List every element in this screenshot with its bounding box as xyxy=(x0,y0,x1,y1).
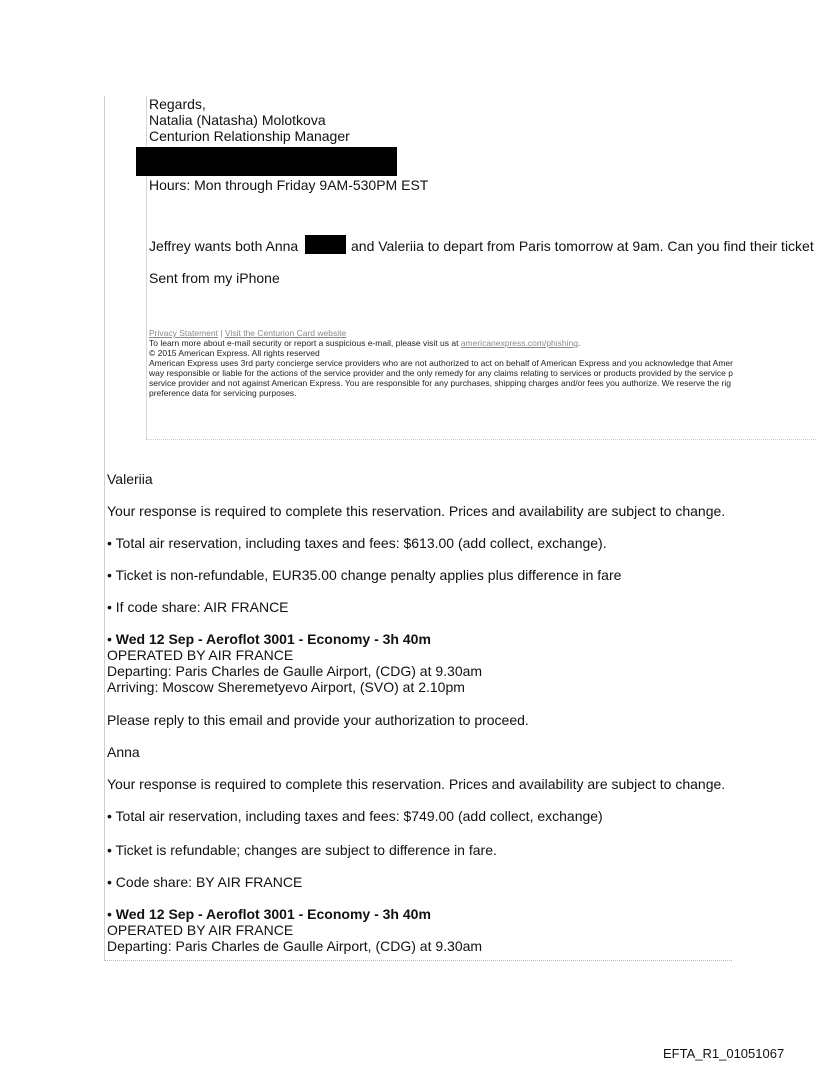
footer-copyright: © 2015 American Express. All rights reserved xyxy=(149,348,320,358)
signature-hours: Hours: Mon through Friday 9AM-530PM EST xyxy=(149,177,429,193)
footer-disclaimer-line-3: service provider and not against American Express. You are responsible for any purchases, shipping charges and/or fees you authorize. We reserve the rig xyxy=(149,378,731,388)
email-bottom-border xyxy=(104,960,732,961)
footer-disclaimer-line-2: way responsible or liable for the actions of the service provider and the only remedy for any claims relating to services or products provided by the service p xyxy=(149,368,733,378)
valeriia-flight-title: Wed 12 Sep - Aeroflot 3001 - Economy - 3h 40m xyxy=(115,631,431,647)
footer-security-end: . xyxy=(577,338,581,348)
centurion-website-link[interactable]: Visit the Centurion Card website xyxy=(224,328,347,338)
email-left-border xyxy=(104,96,105,961)
valeriia-bullet-refund: • Ticket is non-refundable, EUR35.00 change penalty applies plus difference in fare xyxy=(107,567,622,583)
anna-departing: Departing: Paris Charles de Gaulle Airport, (CDG) at 9.30am xyxy=(107,938,483,954)
valeriia-bullet-codeshare: • If code share: AIR FRANCE xyxy=(107,599,289,615)
anna-flight-line xyxy=(107,906,431,922)
anna-bullet-total: • Total air reservation, including taxes and fees: $749.00 (add collect, exchange) xyxy=(107,808,603,824)
valeriia-arriving: Arriving: Moscow Sheremetyevo Airport, (SVO) at 2.10pm xyxy=(107,679,465,695)
footer-link-separator: | xyxy=(220,328,223,338)
bates-number: EFTA_R1_01051067 xyxy=(663,1046,785,1061)
quoted-message-part2: and Valeriia to depart from Paris tomorrow at 9am. Can you find their ticket xyxy=(351,238,814,254)
valeriia-operated-by: OPERATED BY AIR FRANCE xyxy=(107,647,294,663)
anna-response-required: Your response is required to complete this reservation. Prices and availability are subject to change. xyxy=(107,776,726,792)
anna-bullet-refund: • Ticket is refundable; changes are subject to difference in fare. xyxy=(107,842,497,858)
valeriia-response-required: Your response is required to complete this reservation. Prices and availability are subject to change. xyxy=(107,503,726,519)
quoted-block-bottom-border xyxy=(146,439,816,440)
quoted-message-part1: Jeffrey wants both Anna xyxy=(149,238,299,254)
redaction-bar-contact xyxy=(136,147,397,176)
phishing-link[interactable]: americanexpress.com/phishing xyxy=(460,338,578,348)
footer-disclaimer-line-1: American Express uses 3rd party concierge service providers who are not authorized to act on behalf of American Express and you acknowledge that Amer xyxy=(149,358,733,368)
footer-disclaimer-line-4: preference data for servicing purposes. xyxy=(149,388,297,398)
signature-name: Natalia (Natasha) Molotkova xyxy=(149,112,326,128)
redaction-bar-name xyxy=(305,235,346,254)
sent-from-line: Sent from my iPhone xyxy=(149,270,280,286)
footer-links xyxy=(149,328,346,338)
anna-flight-bullet: • xyxy=(107,906,112,922)
valeriia-bullet-total: • Total air reservation, including taxes and fees: $613.00 (add collect, exchange). xyxy=(107,535,607,551)
valeriia-flight-bullet: • xyxy=(107,631,112,647)
privacy-statement-link[interactable]: Privacy Statement xyxy=(149,328,218,338)
signature-regards: Regards, xyxy=(149,96,206,112)
anna-operated-by: OPERATED BY AIR FRANCE xyxy=(107,922,294,938)
anna-heading: Anna xyxy=(107,744,140,760)
valeriia-reply-request: Please reply to this email and provide your authorization to proceed. xyxy=(107,712,529,728)
valeriia-departing: Departing: Paris Charles de Gaulle Airport, (CDG) at 9.30am xyxy=(107,663,483,679)
anna-flight-title: Wed 12 Sep - Aeroflot 3001 - Economy - 3h 40m xyxy=(115,906,431,922)
signature-title: Centurion Relationship Manager xyxy=(149,128,350,144)
valeriia-flight-line xyxy=(107,631,431,647)
footer-security-text: To learn more about e-mail security or report a suspicious e-mail, please visit us at xyxy=(149,338,459,348)
anna-bullet-codeshare: • Code share: BY AIR FRANCE xyxy=(107,874,303,890)
valeriia-heading: Valeriia xyxy=(107,471,153,487)
